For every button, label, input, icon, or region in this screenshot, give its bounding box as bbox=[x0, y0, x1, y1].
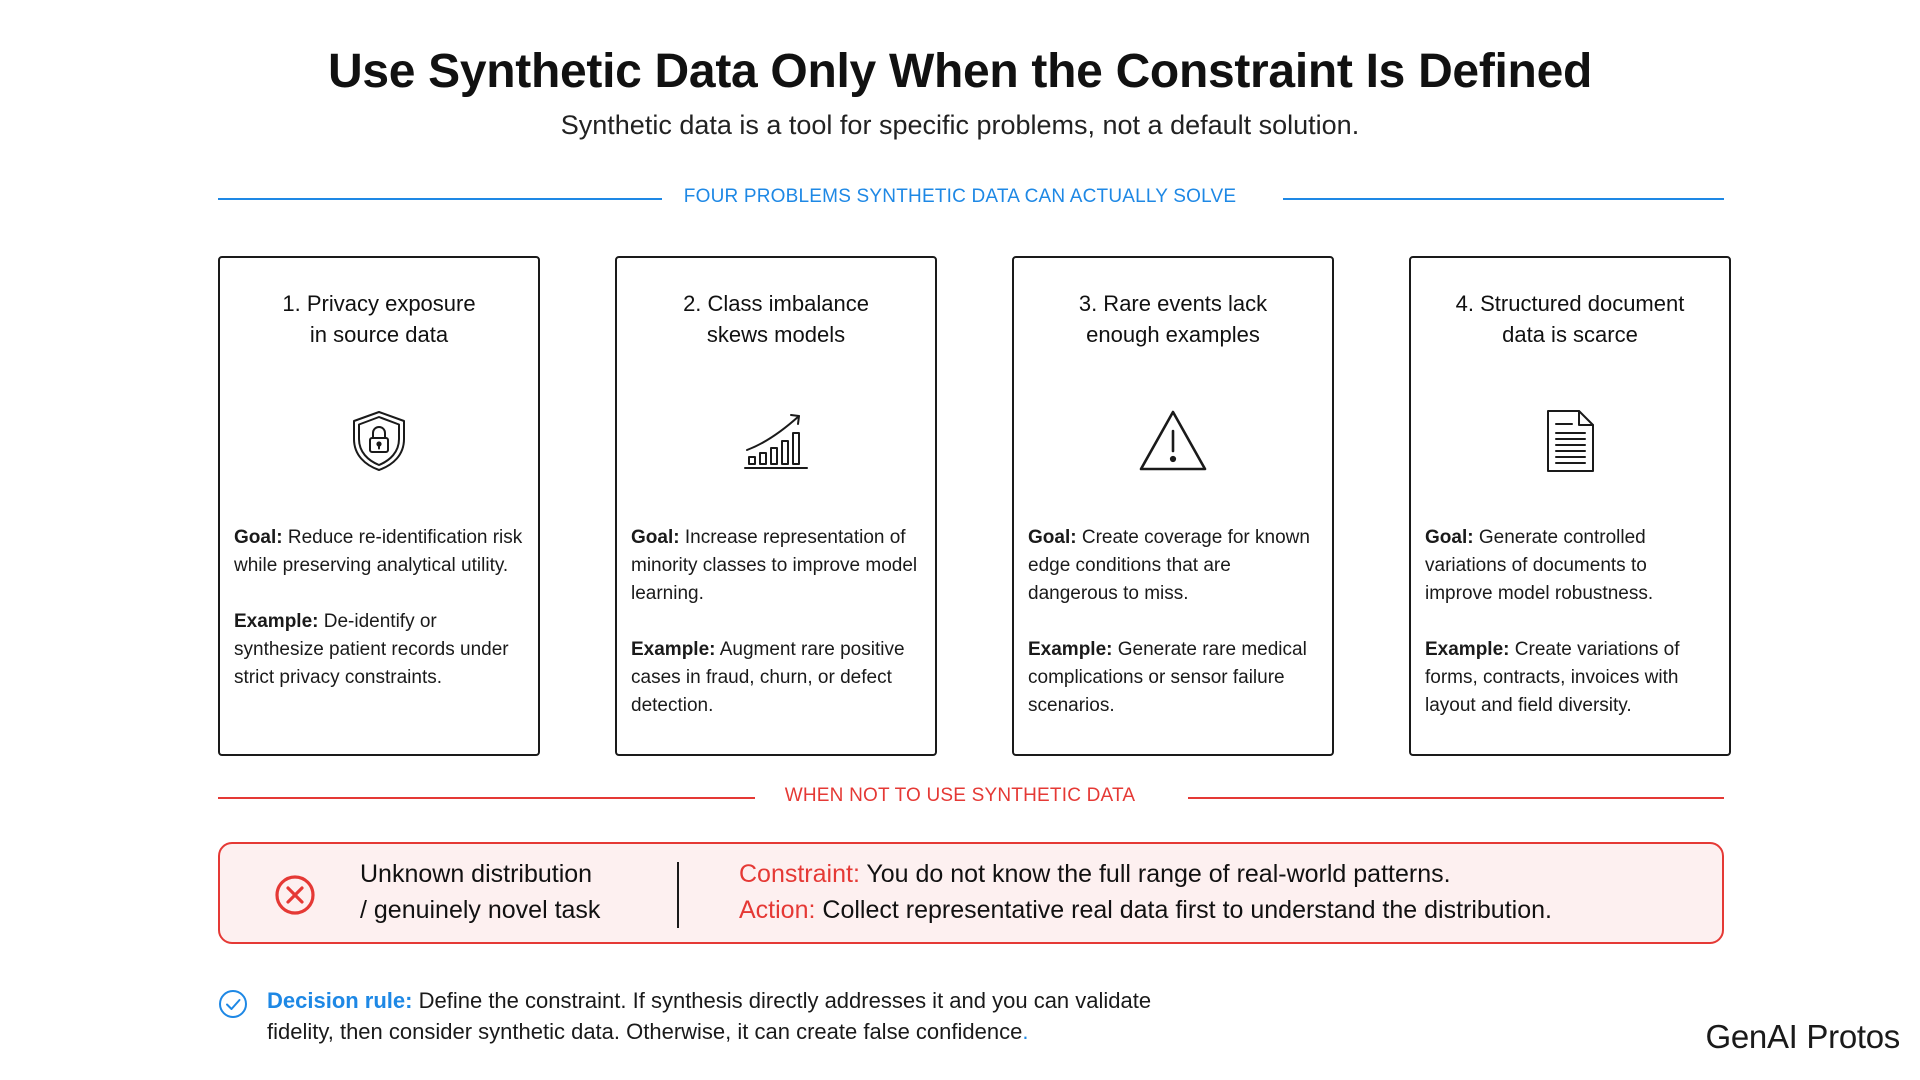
section-label-problems: FOUR PROBLEMS SYNTHETIC DATA CAN ACTUALLY SOLVE bbox=[683, 186, 1237, 207]
goal-text: Generate controlled variations of documents to improve model robustness. bbox=[1425, 527, 1654, 604]
avoid-case-box bbox=[218, 842, 1724, 944]
card-example bbox=[1425, 636, 1715, 720]
card-example bbox=[1028, 636, 1318, 720]
example-text: Generate rare medical complications or sensor failure scenarios. bbox=[1028, 639, 1307, 716]
problem-card-documents bbox=[1409, 256, 1731, 756]
action-text: Collect representative real data first to understand the distribution. bbox=[822, 896, 1552, 924]
goal-text: Reduce re-identification risk while preserving analytical utility. bbox=[234, 527, 523, 576]
example-label: Example: bbox=[631, 639, 716, 660]
decision-rule-body: Define the constraint. If synthesis directly addresses it and you can validate fidelity, then consider synthetic data. Otherwise, it can create false confidence bbox=[267, 988, 1152, 1044]
example-label: Example: bbox=[1425, 639, 1510, 660]
goal-label: Goal: bbox=[234, 527, 283, 548]
card-body bbox=[1028, 524, 1318, 748]
action-line bbox=[739, 892, 1699, 928]
card-title-line: 2. Class imbalance bbox=[683, 291, 869, 316]
decision-rule-label: Decision rule: bbox=[267, 988, 413, 1013]
section-label-avoid: WHEN NOT TO USE SYNTHETIC DATA bbox=[784, 785, 1136, 806]
example-text: Augment rare positive cases in fraud, churn, or defect detection. bbox=[631, 639, 905, 716]
card-goal bbox=[234, 524, 524, 580]
problem-card-rare-events bbox=[1012, 256, 1334, 756]
example-label: Example: bbox=[1028, 639, 1113, 660]
example-text: De-identify or synthesize patient records under strict privacy constraints. bbox=[234, 611, 509, 688]
goal-label: Goal: bbox=[631, 527, 680, 548]
card-body bbox=[1425, 524, 1715, 748]
goal-text: Create coverage for known edge conditions that are dangerous to miss. bbox=[1028, 527, 1310, 604]
error-x-icon bbox=[274, 874, 316, 916]
card-body bbox=[631, 524, 921, 748]
card-title-line: 3. Rare events lack bbox=[1078, 291, 1268, 316]
growth-chart-icon bbox=[741, 406, 811, 476]
page-subtitle: Synthetic data is a tool for specific problems, not a default solution. bbox=[560, 110, 1360, 140]
card-title bbox=[1014, 288, 1332, 350]
decision-rule-text bbox=[267, 985, 1217, 1047]
constraint-line bbox=[739, 856, 1699, 892]
goal-label: Goal: bbox=[1028, 527, 1077, 548]
card-title-line: in source data bbox=[309, 322, 449, 347]
card-example bbox=[234, 608, 524, 692]
constraint-text: You do not know the full range of real-world patterns. bbox=[866, 860, 1451, 888]
card-title bbox=[617, 288, 935, 350]
card-goal bbox=[631, 524, 921, 608]
shield-lock-icon bbox=[344, 406, 414, 476]
avoid-case-line: Unknown distribution bbox=[360, 860, 593, 888]
card-title-line: data is scarce bbox=[1502, 322, 1638, 347]
card-title-line: skews models bbox=[706, 322, 846, 347]
card-title-line: 1. Privacy exposure bbox=[282, 291, 476, 316]
card-body bbox=[234, 524, 524, 720]
warning-triangle-icon bbox=[1138, 406, 1208, 476]
example-label: Example: bbox=[234, 611, 319, 632]
brand-logo: GenAI Protos bbox=[1705, 1018, 1900, 1055]
check-circle-icon bbox=[218, 989, 248, 1019]
card-goal bbox=[1028, 524, 1318, 608]
example-text: Create variations of forms, contracts, invoices with layout and field diversity. bbox=[1425, 639, 1680, 716]
avoid-case-title bbox=[360, 856, 650, 928]
decision-rule-end-mark: . bbox=[1022, 1019, 1029, 1044]
card-title-line: 4. Structured document bbox=[1455, 291, 1685, 316]
document-icon bbox=[1535, 406, 1605, 476]
page-title: Use Synthetic Data Only When the Constraint Is Defined bbox=[327, 45, 1592, 98]
avoid-case-line: / genuinely novel task bbox=[360, 896, 601, 924]
card-title-line: enough examples bbox=[1086, 322, 1260, 347]
avoid-case-detail bbox=[739, 856, 1699, 928]
card-title bbox=[220, 288, 538, 350]
vertical-divider bbox=[677, 862, 679, 928]
problem-card-privacy bbox=[218, 256, 540, 756]
card-goal bbox=[1425, 524, 1715, 608]
card-title bbox=[1411, 288, 1729, 350]
problem-card-imbalance bbox=[615, 256, 937, 756]
goal-label: Goal: bbox=[1425, 527, 1474, 548]
constraint-label: Constraint: bbox=[739, 860, 860, 888]
action-label: Action: bbox=[739, 896, 816, 924]
card-example bbox=[631, 636, 921, 720]
goal-text: Increase representation of minority classes to improve model learning. bbox=[631, 527, 918, 604]
